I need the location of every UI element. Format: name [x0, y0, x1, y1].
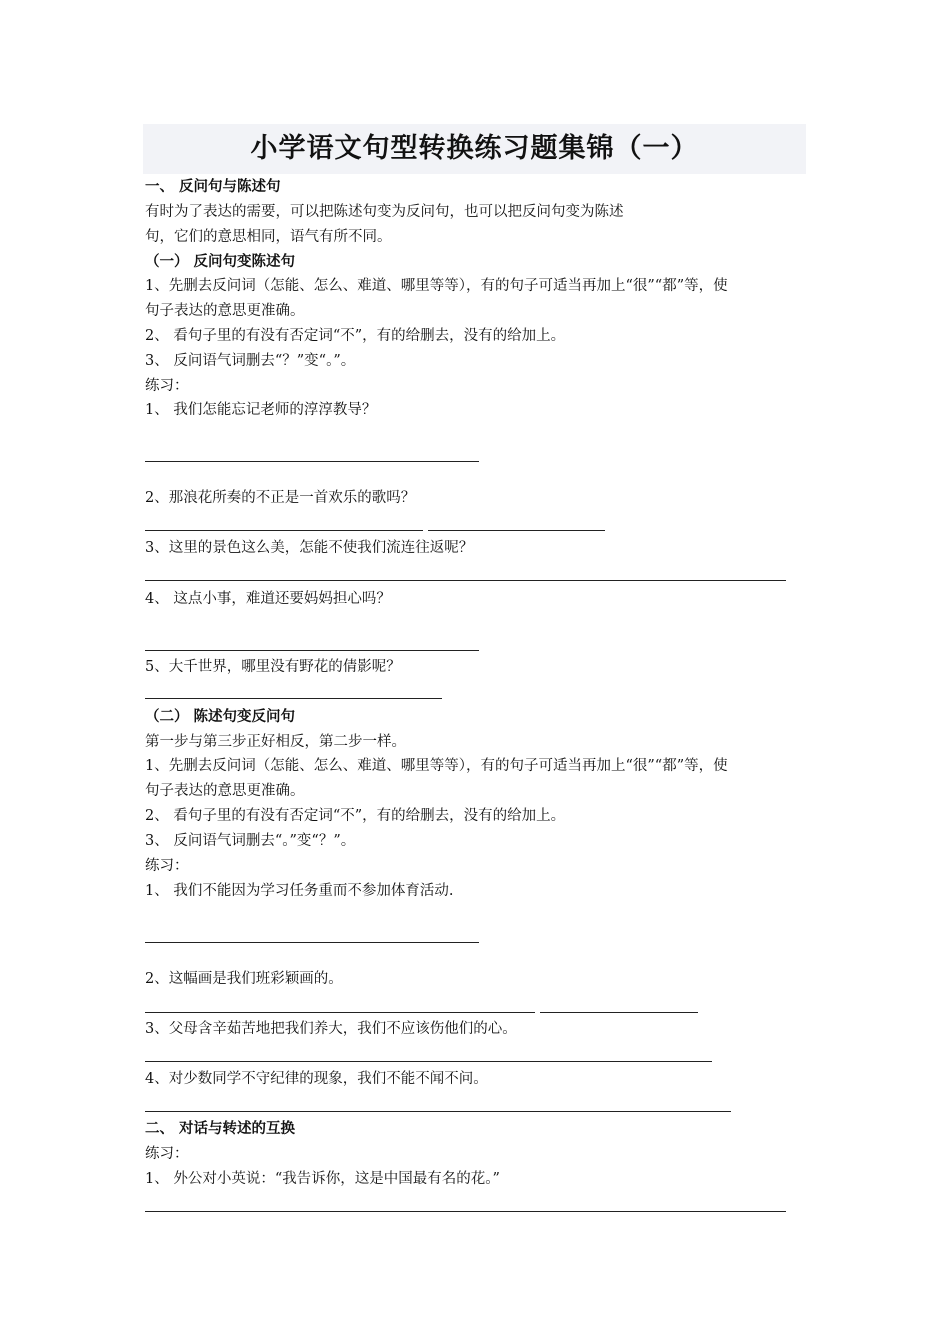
part2-question-4: 4、对少数同学不守纪律的现象，我们不能不闻不问。 [145, 1071, 488, 1087]
part2-step1-line1: 1、先删去反问词（怎能、怎么、难道、哪里等等），有的句子可适当再加上“很”“都”等，使 [145, 758, 728, 774]
part1-question-2: 2、那浪花所奏的不正是一首欢乐的歌吗？ [145, 490, 416, 506]
part2-step1-line2: 句子表达的意思更准确。 [145, 783, 305, 799]
answer-line [145, 580, 786, 581]
answer-line [540, 1012, 698, 1013]
part1-step1-line1: 1、先删去反问词（怎能、怎么、难道、哪里等等），有的句子可适当再加上“很”“都”等，使 [145, 278, 728, 294]
section1-heading: 一、 反问句与陈述句 [145, 179, 281, 195]
answer-line [428, 530, 605, 531]
answer-line [145, 530, 423, 531]
answer-line [145, 1111, 731, 1112]
part1-question-5: 5、大千世界，哪里没有野花的倩影呢？ [145, 659, 401, 675]
part1-step2: 2、 看句子里的有没有否定词“不”，有的给删去，没有的给加上。 [145, 328, 566, 344]
page-title: 小学语文句型转换练习题集锦（一） [250, 133, 699, 164]
answer-line [145, 1012, 535, 1013]
part2-question-2: 2、这幅画是我们班彩颖画的。 [145, 971, 343, 987]
part2-intro: 第一步与第三步正好相反，第二步一样。 [145, 734, 406, 750]
part2-practice-label: 练习： [145, 858, 189, 874]
section2-question-1: 1、 外公对小英说：“我告诉你，这是中国最有名的花。” [145, 1171, 500, 1187]
part2-question-1: 1、 我们不能因为学习任务重而不参加体育活动. [145, 883, 454, 899]
part1-question-1: 1、 我们怎能忘记老师的淳淳教导？ [145, 402, 377, 418]
part1-practice-label: 练习： [145, 378, 189, 394]
part1-heading: （一） 反问句变陈述句 [145, 254, 296, 270]
part2-question-3: 3、父母含辛茹苦地把我们养大，我们不应该伤他们的心。 [145, 1021, 517, 1037]
part2-step2: 2、 看句子里的有没有否定词“不”，有的给删去，没有的给加上。 [145, 808, 566, 824]
answer-line [145, 942, 479, 943]
answer-line [145, 650, 479, 651]
part1-step1-line2: 句子表达的意思更准确。 [145, 303, 305, 319]
section2-practice-label: 练习： [145, 1146, 189, 1162]
answer-line [145, 1211, 786, 1212]
section1-intro-line1: 有时为了表达的需要，可以把陈述句变为反问句，也可以把反问句变为陈述 [145, 204, 624, 220]
part1-step3: 3、 反问语气词删去“？”变“。”。 [145, 353, 356, 369]
answer-line [145, 698, 442, 699]
answer-line [145, 1061, 712, 1062]
part2-heading: （二） 陈述句变反问句 [145, 709, 296, 725]
part2-step3: 3、 反问语气词删去“。”变“？”。 [145, 833, 356, 849]
part1-question-3: 3、这里的景色这么美，怎能不使我们流连往返呢？ [145, 540, 474, 556]
answer-line [145, 461, 479, 462]
part1-question-4: 4、 这点小事，难道还要妈妈担心吗？ [145, 591, 391, 607]
section2-heading: 二、 对话与转述的互换 [145, 1121, 296, 1137]
section1-intro-line2: 句，它们的意思相同，语气有所不同。 [145, 229, 392, 245]
